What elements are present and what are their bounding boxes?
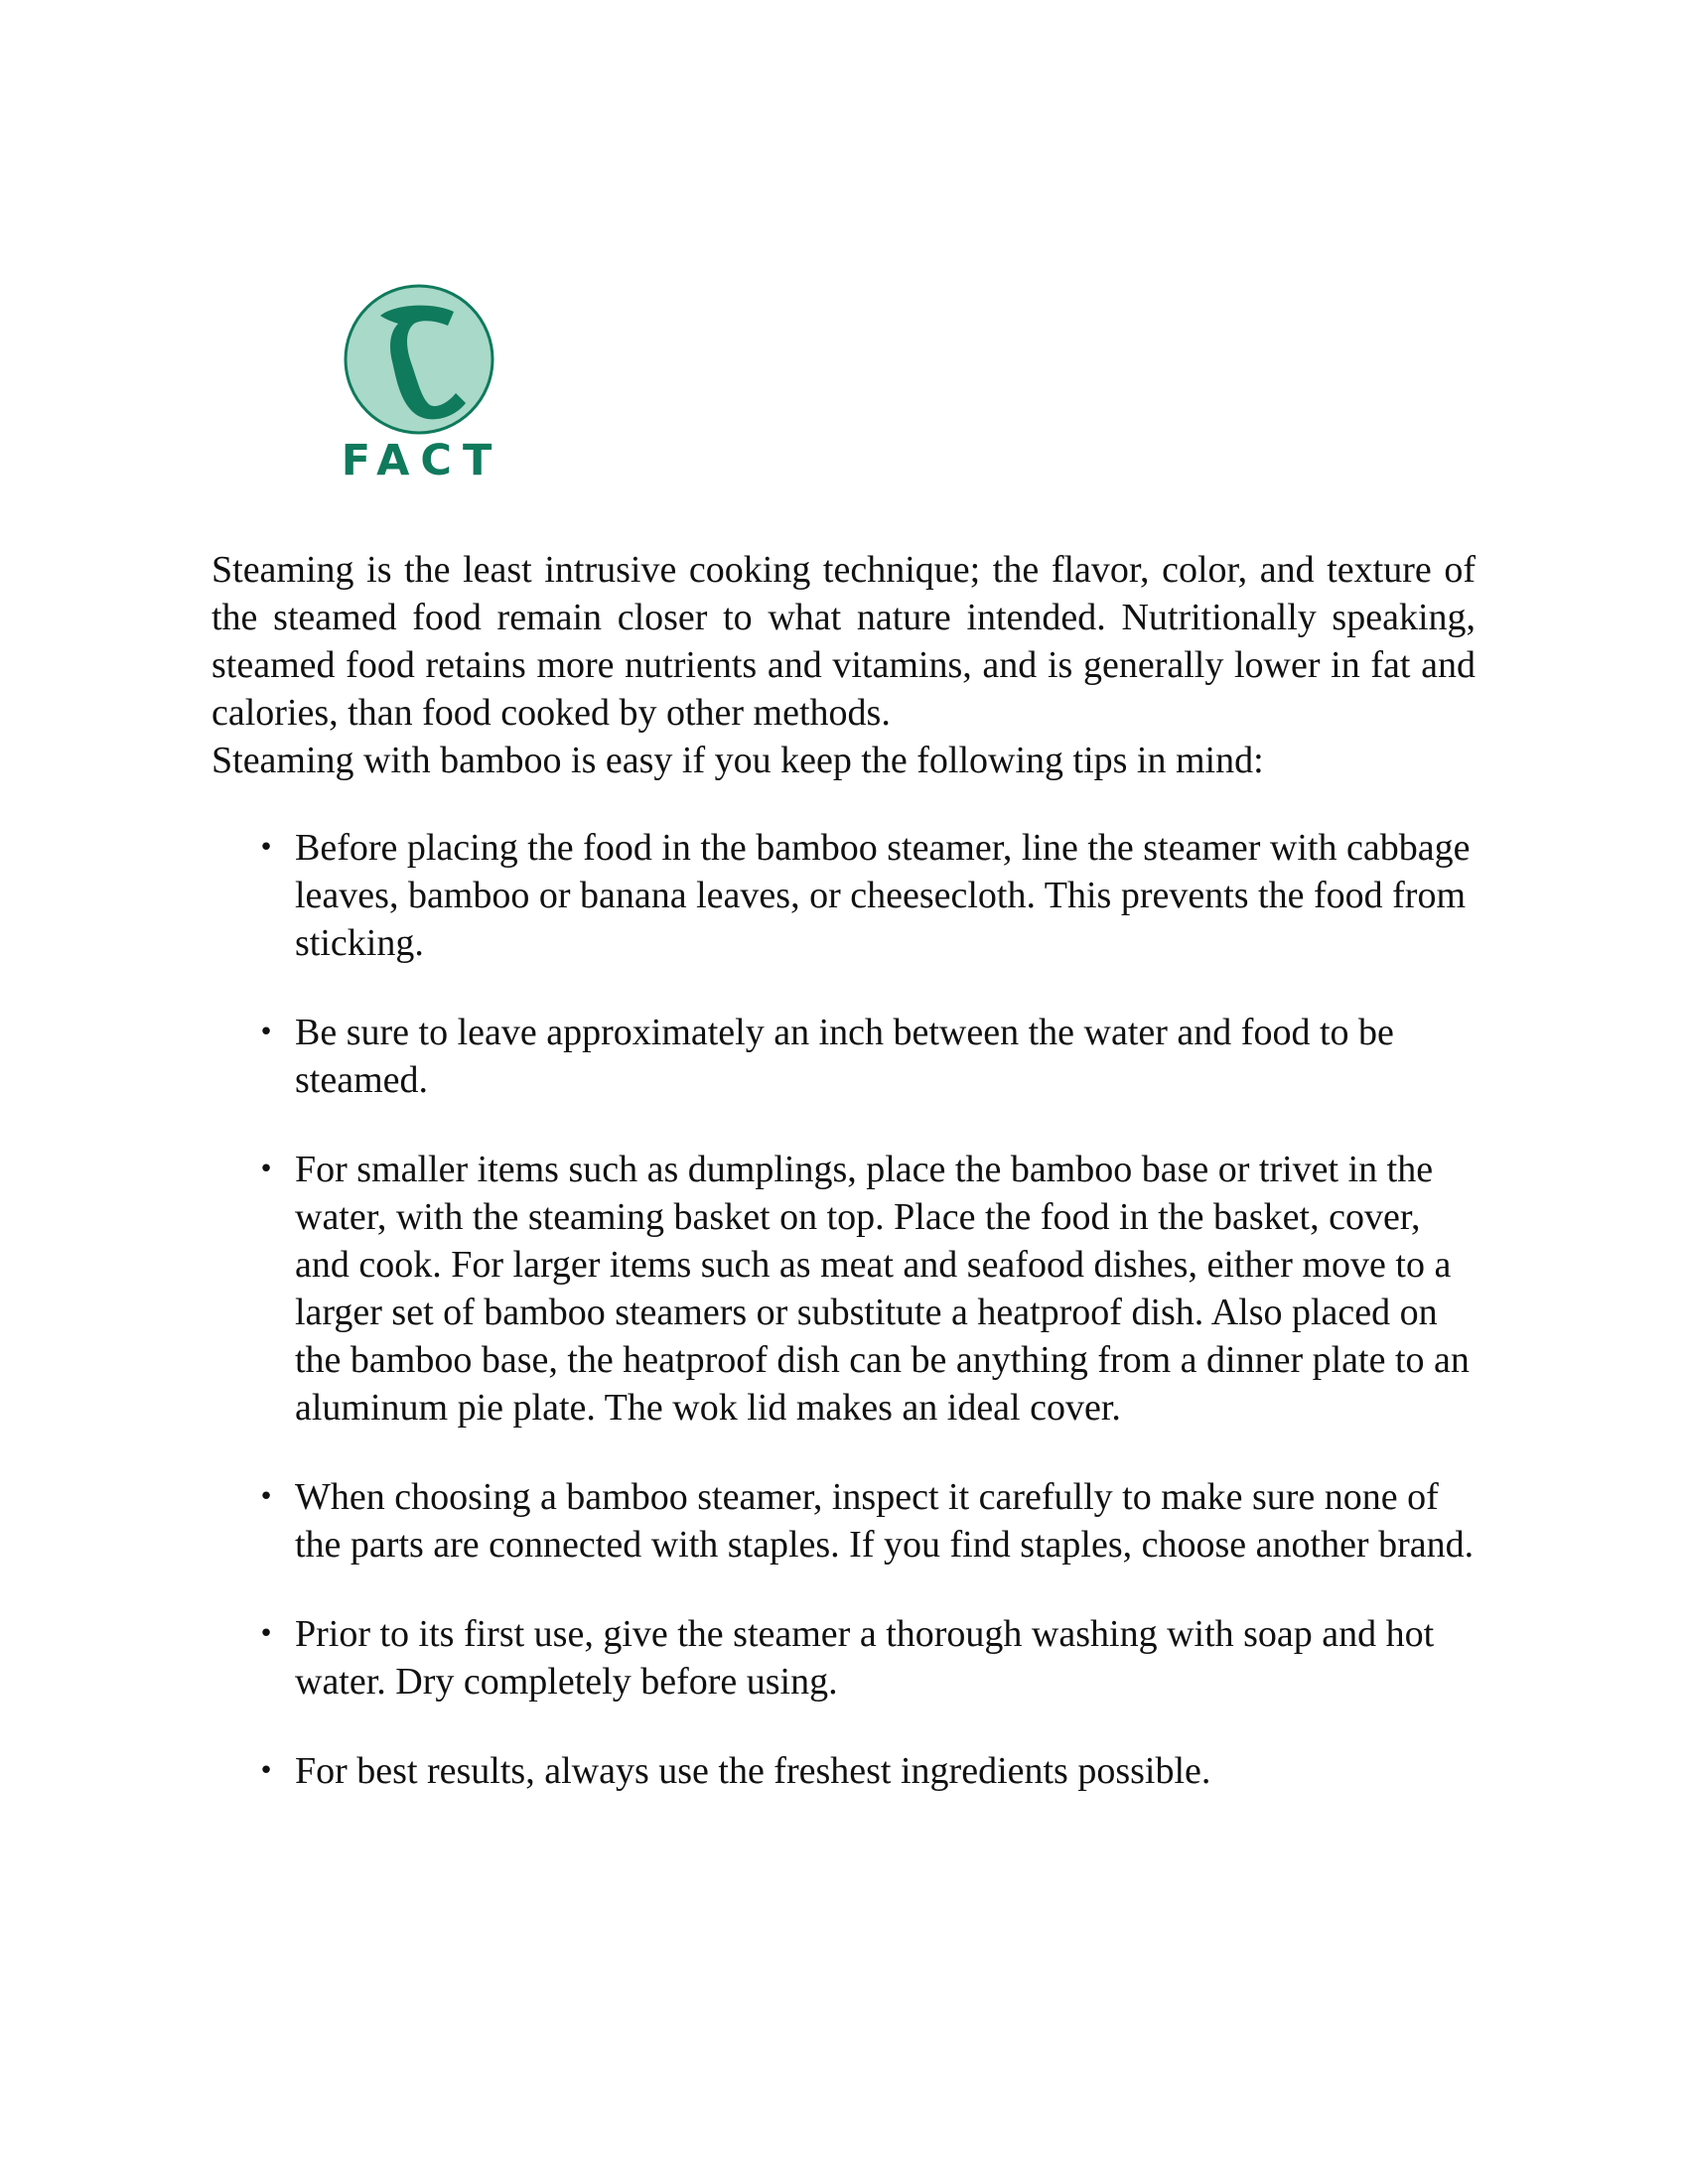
bullet-icon: • bbox=[258, 1018, 274, 1047]
logo-wordmark: FACT bbox=[341, 436, 503, 485]
bullet-icon: • bbox=[258, 1619, 274, 1649]
tips-list bbox=[211, 824, 1476, 1795]
tip-text: When choosing a bamboo steamer, inspect it carefully to make sure none of the parts are connected with staples. If you find staples, choose another brand. bbox=[295, 1476, 1475, 1566]
list-item bbox=[211, 1473, 1476, 1569]
bullet-icon: • bbox=[258, 1155, 274, 1184]
list-item bbox=[211, 1747, 1476, 1795]
bullet-icon: • bbox=[258, 833, 274, 863]
document-body bbox=[211, 546, 1476, 1837]
bullet-icon: • bbox=[258, 1482, 274, 1512]
list-item bbox=[211, 824, 1476, 967]
tip-text: For best results, always use the freshest ingredients possible. bbox=[295, 1750, 1211, 1792]
intro-paragraph: Steaming is the least intrusive cooking technique; the flavor, color, and texture of the steamed food remain closer to what nature intended. Nutritionally speaking, steamed food retains more nutrients and vitamins, and is generally lower in fat and calories, than food cooked by other methods. bbox=[211, 549, 1476, 734]
list-item bbox=[211, 1146, 1476, 1432]
fact-logo bbox=[333, 280, 511, 488]
list-item bbox=[211, 1610, 1476, 1706]
bullet-icon: • bbox=[258, 1756, 274, 1786]
tip-text: Prior to its first use, give the steamer a thorough washing with soap and hot water. Dry completely before using. bbox=[295, 1613, 1435, 1703]
fact-logo-emblem bbox=[333, 280, 511, 439]
tips-lead-sentence: Steaming with bamboo is easy if you keep the following tips in mind: bbox=[211, 740, 1264, 781]
list-item bbox=[211, 1009, 1476, 1104]
tip-text: Before placing the food in the bamboo steamer, line the steamer with cabbage leaves, bamboo or banana leaves, or cheesecloth. This prevents the food from sticking. bbox=[295, 827, 1471, 964]
tip-text: For smaller items such as dumplings, place the bamboo base or trivet in the water, with the steaming basket on top. Place the food in the basket, cover, and cook. For larger items such as meat and seafood dishes, either move to a larger set of bamboo steamers or substitute a heatproof dish. Also placed on the bamboo base, the heatproof dish can be anything from a dinner plate to an aluminum pie plate. The wok lid makes an ideal cover. bbox=[295, 1149, 1470, 1429]
tip-text: Be sure to leave approximately an inch between the water and food to be steamed. bbox=[295, 1012, 1394, 1101]
